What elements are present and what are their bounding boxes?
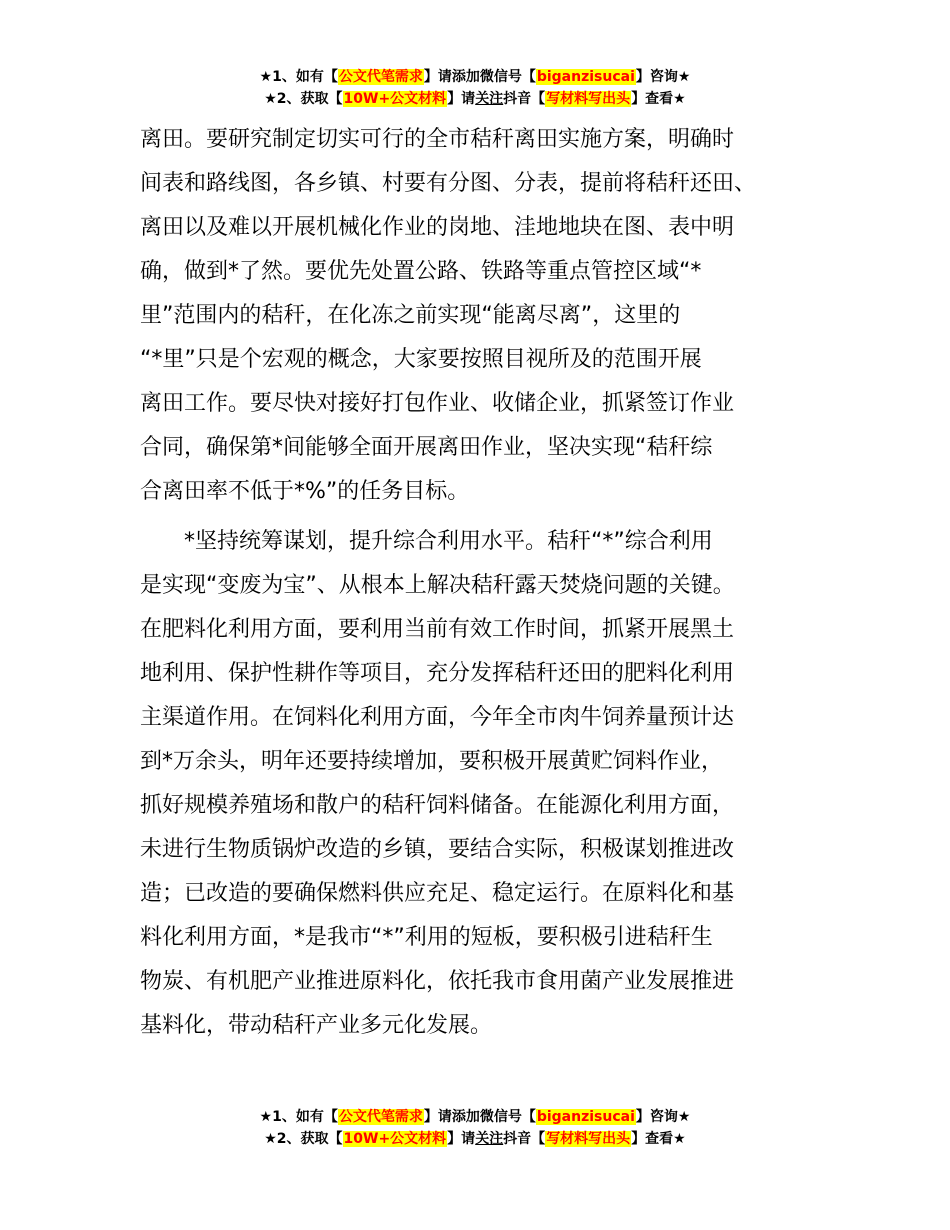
- banner-text: 微信号【: [479, 1109, 536, 1125]
- banner-emphasis: 关注: [475, 1131, 504, 1147]
- banner-text: 微信号【: [479, 69, 536, 85]
- text-line: 合同，确保第*间能够全面开展离田作业，坚决实现“秸秆综: [140, 435, 713, 460]
- text-line: 到*万余头，明年还要持续增加，要积极开展黄贮饲料作业，: [140, 749, 724, 774]
- banner-text: ★1、如有【: [259, 1109, 338, 1125]
- text-line: 造；已改造的要确保燃料供应充足、稳定运行。在原料化和基: [140, 881, 735, 906]
- text-line: 地利用、保护性耕作等项目，充分发挥秸秆还田的肥料化利用: [140, 661, 735, 686]
- paragraph-comprehensive-utilization: [140, 520, 816, 1048]
- banner-text: ★2、获取【: [264, 1131, 343, 1147]
- paragraph-straw-removal: [140, 118, 816, 514]
- banner-text: ★1、如有【: [259, 69, 338, 85]
- header-banner-line-2: [0, 88, 950, 110]
- text-line: 未进行生物质锅炉改造的乡镇，要结合实际，积极谋划推进改: [140, 837, 735, 862]
- banner-text: 】请: [423, 69, 452, 85]
- header-banner: [0, 66, 950, 110]
- header-banner-line-1: [0, 66, 950, 88]
- text-line: 基料化，带动秸秆产业多元化发展。: [140, 1013, 493, 1038]
- banner-text: 】请: [447, 1131, 476, 1147]
- highlight-materials: 10W+公文材料: [343, 1131, 447, 1147]
- highlight-douyin-account: 写材料写出头: [546, 1131, 631, 1147]
- banner-text: 】请: [423, 1109, 452, 1125]
- highlight-wechat-id: biganzisucai: [536, 69, 635, 85]
- text-line: 抓好规模养殖场和散户的秸秆饲料储备。在能源化利用方面，: [140, 793, 735, 818]
- highlight-douyin-account: 写材料写出头: [546, 91, 631, 107]
- banner-text: ★2、获取【: [264, 91, 343, 107]
- banner-text: 抖音【: [503, 1131, 546, 1147]
- text-line: 合离田率不低于*%”的任务目标。: [140, 479, 470, 504]
- footer-banner: [0, 1106, 950, 1150]
- text-line: 离田工作。要尽快对接好打包作业、收储企业，抓紧签订作业: [140, 391, 735, 416]
- text-line: 主渠道作用。在饲料化利用方面，今年全市肉牛饲养量预计达: [140, 705, 735, 730]
- text-line: *坚持统筹谋划，提升综合利用水平。秸秆“*”综合利用: [184, 529, 713, 554]
- banner-text: 】咨询★: [635, 1109, 691, 1125]
- highlight-materials: 10W+公文材料: [343, 91, 447, 107]
- text-line: 里”范围内的秸秆，在化冻之前实现“能离尽离”，这里的: [140, 303, 681, 328]
- text-line: 离田。要研究制定切实可行的全市秸秆离田实施方案，明确时: [140, 127, 735, 152]
- banner-text: 】查看★: [631, 91, 686, 107]
- footer-banner-line-1: [0, 1106, 950, 1128]
- banner-text: 】查看★: [631, 1131, 686, 1147]
- text-line: 物炭、有机肥产业推进原料化，依托我市食用菌产业发展推进: [140, 969, 735, 994]
- text-line: 间表和路线图，各乡镇、村要有分图、分表，提前将秸秆还田、: [140, 171, 757, 196]
- footer-banner-line-2: [0, 1128, 950, 1150]
- text-line: 确，做到*了然。要优先处置公路、铁路等重点管控区域“*: [140, 259, 702, 284]
- banner-text: 】请: [447, 91, 476, 107]
- highlight-ghostwriting-service: 公文代笔需求: [338, 69, 423, 85]
- highlight-wechat-id: biganzisucai: [536, 1109, 635, 1125]
- banner-emphasis: 添加: [451, 69, 480, 85]
- banner-text: 抖音【: [503, 91, 546, 107]
- text-line: 料化利用方面，*是我市“*”利用的短板，要积极引进秸秆生: [140, 925, 713, 950]
- text-line: 在肥料化利用方面，要利用当前有效工作时间，抓紧开展黑土: [140, 617, 735, 642]
- banner-text: 】咨询★: [635, 69, 691, 85]
- banner-emphasis: 关注: [475, 91, 504, 107]
- text-line: 离田以及难以开展机械化作业的岗地、洼地地块在图、表中明: [140, 215, 735, 240]
- text-line: “*里”只是个宏观的概念，大家要按照目视所及的范围开展: [140, 347, 702, 372]
- highlight-ghostwriting-service: 公文代笔需求: [338, 1109, 423, 1125]
- document-body: [140, 118, 816, 1048]
- text-line: 是实现“变废为宝”、从根本上解决秸秆露天焚烧问题的关键。: [140, 573, 735, 598]
- banner-emphasis: 添加: [451, 1109, 480, 1125]
